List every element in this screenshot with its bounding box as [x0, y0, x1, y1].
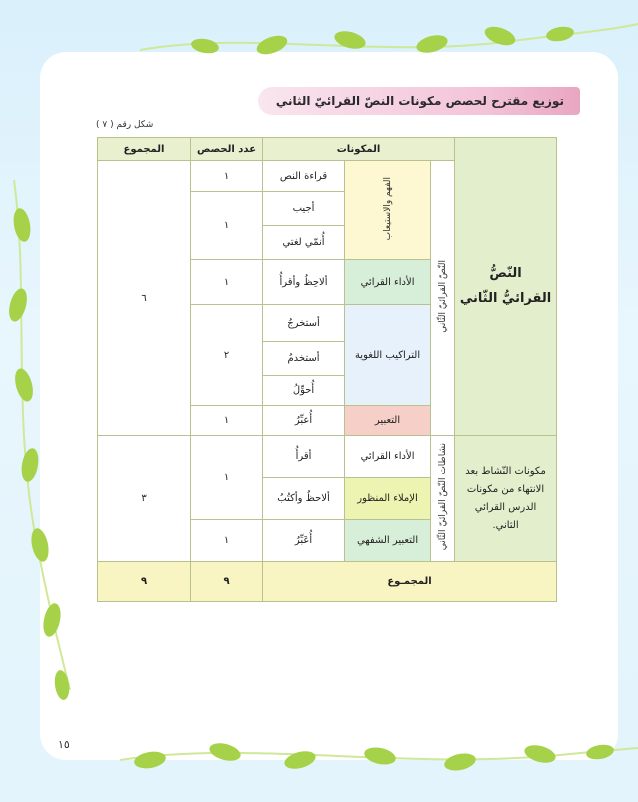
item-express: أُعبِّرُ — [263, 406, 345, 436]
item-observe-read: ألاحِظُ وأقرأُ — [263, 260, 345, 305]
periods-observe-read: ١ — [191, 260, 263, 305]
section1-title-cell — [455, 138, 557, 436]
group-comprehension-label: الفهم والاستيعاب — [382, 176, 393, 241]
item-use: أستخدمُ — [263, 342, 345, 376]
section2-total: ٣ — [98, 436, 191, 562]
group-structures: التراكيب اللغوية — [345, 305, 431, 406]
section1-vertical-label: النّصّ القرائيّ الثّاني — [437, 260, 448, 333]
item-enrich: أُنمّي لغتي — [263, 226, 345, 260]
s2-item-observe-write: ألاحظُ وأكتُبُ — [263, 478, 345, 520]
group-expression: التعبير — [345, 406, 431, 436]
grand-total-label: المجمـوع — [263, 562, 557, 602]
section2-vertical-cell — [431, 436, 455, 562]
distribution-table — [97, 137, 557, 602]
periods-answer: ١ — [191, 192, 263, 260]
section2-vertical-label: نشاطات النّصّ القرائيّ الثّاني — [437, 443, 448, 551]
periods-reading: ١ — [191, 161, 263, 192]
section2-description-cell — [455, 436, 557, 562]
header-components: المكونات — [263, 138, 455, 161]
item-convert: أُحوِّلُ — [263, 376, 345, 406]
group-comprehension — [345, 161, 431, 260]
s2-item-read: أقرأُ — [263, 436, 345, 478]
s2-group-reading-performance: الأداء القرائي — [345, 436, 431, 478]
section1-title-line1: النّصُّ — [489, 265, 522, 281]
figure-label: شكل رقم ( ٧ ) — [96, 120, 154, 130]
s2-group-oral: التعبير الشفهي — [345, 520, 431, 562]
grand-total-periods: ٩ — [191, 562, 263, 602]
page-title: توزيع مقترح لحصص مكونات النصّ القرائيّ الثاني — [275, 94, 564, 108]
item-answer: أجيب — [263, 192, 345, 226]
s2-periods-oral: ١ — [191, 520, 263, 562]
section1-vertical-cell — [431, 161, 455, 436]
item-extract: أستخرجُ — [263, 305, 345, 342]
s2-periods-reading: ١ — [191, 436, 263, 520]
section2-description: مكونات النّشاط بعد الانتهاء من مكونات الدرس القرائي الثاني. — [465, 465, 546, 531]
s2-item-express: أُعَبِّرُ — [263, 520, 345, 562]
title-banner — [258, 87, 580, 115]
s2-group-dictation: الإملاء المنظور — [345, 478, 431, 520]
item-reading: قراءة النص — [263, 161, 345, 192]
section1-total: ٦ — [98, 161, 191, 436]
periods-structures: ٢ — [191, 305, 263, 406]
page-number: ١٥ — [58, 738, 70, 751]
grand-total-value: ٩ — [98, 562, 191, 602]
section1-title-line2: القرائيُّ الثّاني — [459, 290, 552, 306]
header-periods: عدد الحصص — [191, 138, 263, 161]
group-reading-performance: الأداء القرائي — [345, 260, 431, 305]
periods-express: ١ — [191, 406, 263, 436]
header-total: المجموع — [98, 138, 191, 161]
